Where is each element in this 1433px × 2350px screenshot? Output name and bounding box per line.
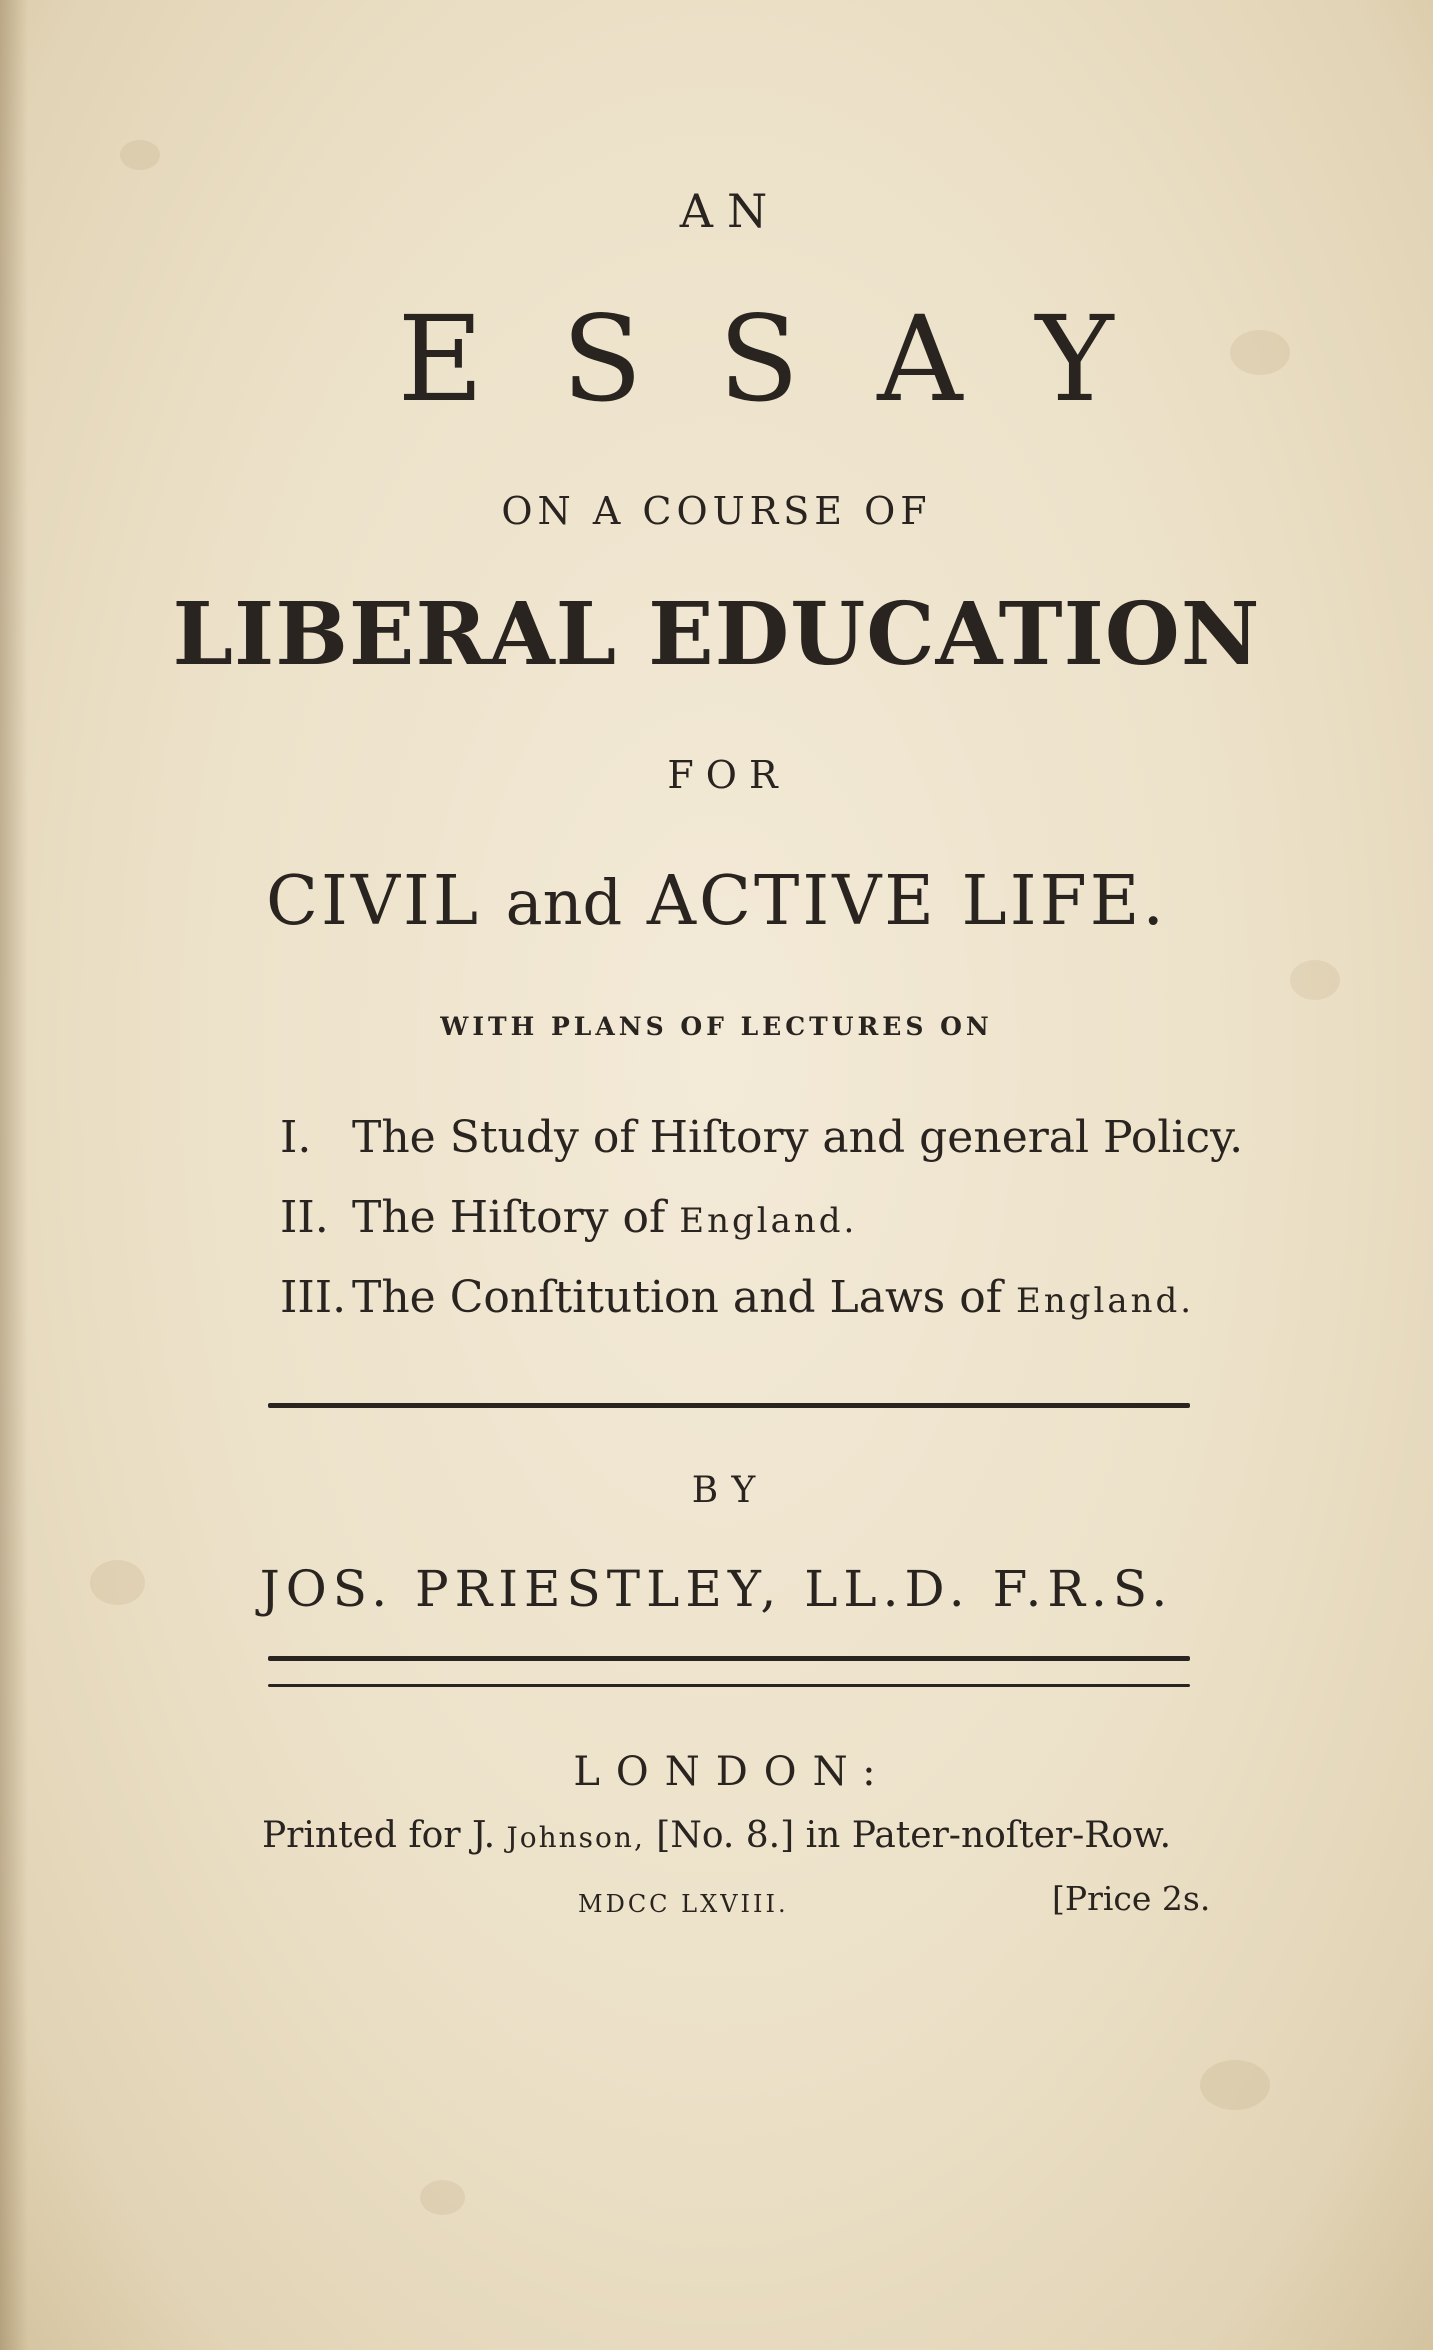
publisher-address: [No. 8.] in Pater-noſter-Row. [644,1815,1172,1856]
printed-for-text: Printed for J. [261,1815,507,1856]
foxing-spot [120,140,160,170]
lecture-numeral: I. [280,1112,312,1163]
title-on-a-course-of: ON A COURSE OF [501,489,932,533]
imprint-printer [0,1815,1433,1856]
title-liberal-education: LIBERAL EDUCATION [172,584,1261,685]
foxing-spot [1290,960,1340,1000]
publisher-name: Johnson, [506,1821,645,1854]
lecture-item [280,1272,1195,1323]
lecture-smallcaps: England. [679,1201,858,1241]
divider-rule [268,1684,1190,1687]
foxing-spot [1200,2060,1270,2110]
divider-rule [268,1403,1190,1408]
imprint-date: MDCC LXVIII. [578,1890,789,1918]
lecture-numeral: II. [280,1192,329,1243]
lecture-text: The Conſtitution and Laws of [352,1272,1016,1323]
lecture-text: The Hiſtory of [352,1192,680,1243]
lecture-item [280,1112,1244,1163]
divider-rule [268,1656,1190,1661]
title-essay: ESSAY [397,290,1192,428]
foxing-spot [420,2180,465,2215]
civil-text: CIVIL [265,862,506,941]
lecture-text: The Study of Hiſtory and general Policy. [352,1112,1244,1163]
title-an: AN [679,184,782,238]
lecture-smallcaps: England. [1016,1281,1195,1321]
imprint-city: LONDON: [573,1749,892,1795]
title-civil-and-active-life [0,862,1433,941]
plans-of-lectures-heading: WITH PLANS OF LECTURES ON [440,1012,993,1041]
title-for: FOR [667,753,790,797]
author-name: JOS. PRIESTLEY, LL.D. F.R.S. [259,1560,1174,1618]
lecture-numeral: III. [280,1272,347,1323]
civil-and-text: and [505,866,623,939]
imprint-price: [Price 2s. [1052,1879,1211,1918]
by-line: BY [691,1470,770,1511]
active-life-text: ACTIVE LIFE. [622,862,1168,941]
lecture-item [280,1192,858,1243]
